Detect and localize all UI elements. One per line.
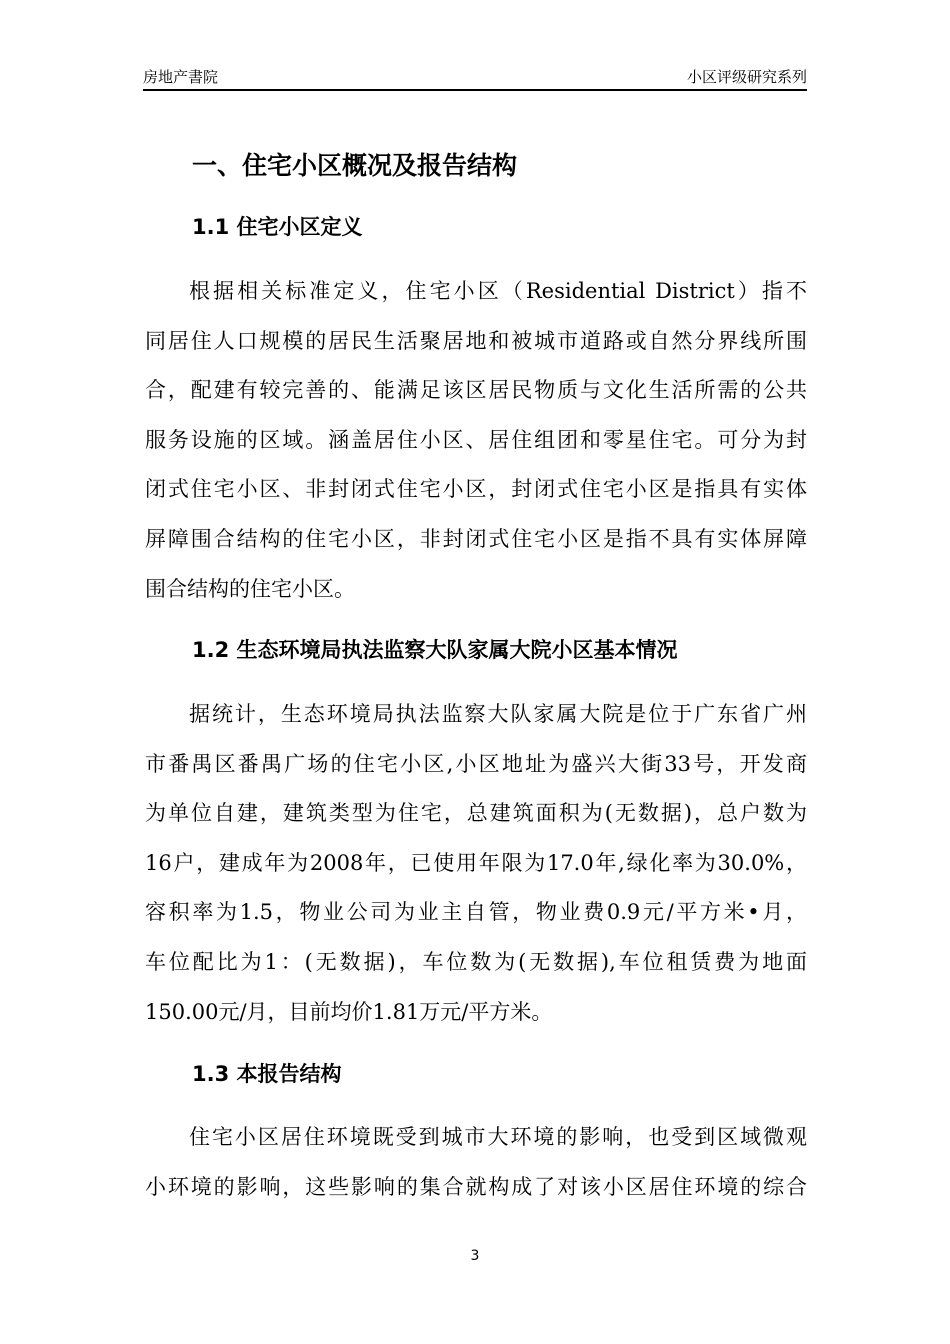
chapter-title: 一、住宅小区概况及报告结构 — [192, 151, 518, 180]
paragraph-line: 闭式住宅小区、非封闭式住宅小区，封闭式住宅小区是指具有实体 — [145, 477, 807, 502]
paragraph-line: 合，配建有较完善的、能满足该区居民物质与文化生活所需的公共 — [145, 378, 807, 403]
paragraph-line: 据统计，生态环境局执法监察大队家属大院是位于广东省广州 — [189, 702, 807, 726]
paragraph-line: 服务设施的区域。涵盖居住小区、居住组团和零星住宅。可分为封 — [145, 427, 807, 452]
section-heading: 1.1 住宅小区定义 — [192, 215, 363, 239]
page-number: 3 — [470, 1248, 480, 1264]
paragraph-line: 16户，建成年为2008年，已使用年限为17.0年,绿化率为30.0%， — [145, 850, 807, 875]
paragraph-line: 容积率为1.5，物业公司为业主自管，物业费0.9元/平方米•月， — [145, 900, 807, 925]
paragraph-line: 同居住人口规模的居民生活聚居地和被城市道路或自然分界线所围 — [145, 328, 807, 353]
paragraph-line: 屏障围合结构的住宅小区，非封闭式住宅小区是指不具有实体屏障 — [145, 527, 807, 551]
paragraph-line: 根据相关标准定义，住宅小区（Residential District）指不 — [189, 279, 807, 303]
paragraph-line: 150.00元/月，目前均价1.81万元/平方米。 — [145, 999, 553, 1024]
paragraph-line: 围合结构的住宅小区。 — [145, 576, 355, 601]
paragraph-line: 小环境的影响，这些影响的集合就构成了对该小区居住环境的综合 — [145, 1174, 807, 1199]
section-heading: 1.3 本报告结构 — [192, 1062, 342, 1086]
paragraph-line: 住宅小区居住环境既受到城市大环境的影响，也受到区域微观 — [189, 1125, 807, 1149]
header-left: 房地产書院 — [143, 68, 219, 86]
paragraph-line: 为单位自建，建筑类型为住宅，总建筑面积为(无数据)，总户数为 — [145, 801, 807, 826]
section-heading: 1.2 生态环境局执法监察大队家属大院小区基本情况 — [192, 638, 678, 662]
header-right: 小区评级研究系列 — [686, 68, 807, 86]
header-divider — [143, 89, 807, 91]
paragraph-line: 市番禺区番禺广场的住宅小区,小区地址为盛兴大街33号，开发商 — [145, 751, 807, 776]
paragraph-line: 车位配比为1：(无数据)，车位数为(无数据),车位租赁费为地面 — [145, 950, 807, 974]
